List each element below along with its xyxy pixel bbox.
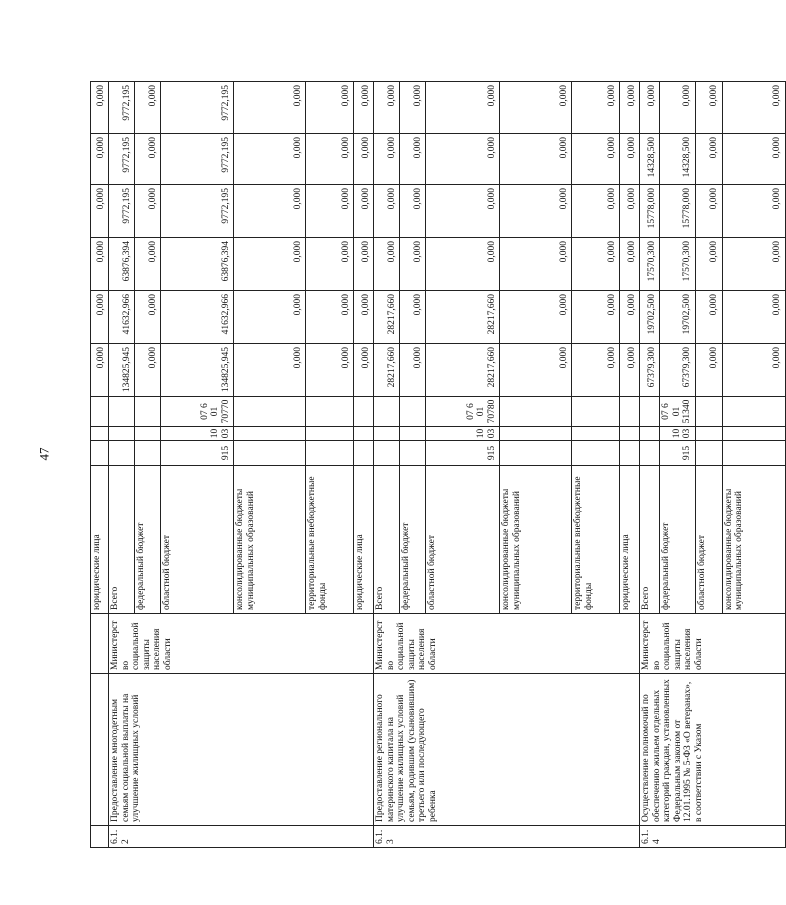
value-cell: 0,000 <box>640 82 660 134</box>
value-cell: 0,000 <box>500 238 572 291</box>
cell-empty <box>91 441 109 466</box>
value-cell: 0,000 <box>306 82 354 134</box>
source-label: консолидированные бюджеты муниципальных образований <box>722 466 785 614</box>
value-cell: 0,000 <box>722 185 785 238</box>
value-cell: 0,000 <box>695 344 722 397</box>
grbs-code: 915 <box>426 441 500 466</box>
value-cell: 0,000 <box>374 134 400 185</box>
cell-empty <box>620 427 640 441</box>
value-cell: 0,000 <box>695 185 722 238</box>
table-row <box>109 82 135 848</box>
cell-empty <box>91 614 109 674</box>
cell-empty <box>91 826 109 848</box>
source-label: федеральный бюджет <box>660 466 696 614</box>
value-cell: 19702,500 <box>660 291 696 344</box>
value-cell: 0,000 <box>306 291 354 344</box>
source-label: областной бюджет <box>695 466 722 614</box>
value-cell: 0,000 <box>722 82 785 134</box>
value-cell: 0,000 <box>234 134 306 185</box>
value-cell: 0,000 <box>91 344 109 397</box>
source-label: юридические лица <box>91 466 109 614</box>
cell-empty <box>640 397 660 427</box>
source-label: федеральный бюджет <box>400 466 426 614</box>
cell-empty <box>695 397 722 427</box>
csr-code: 07 6 01 70780 <box>426 397 500 427</box>
cell-empty <box>722 397 785 427</box>
source-label: консолидированные бюджеты муниципальных образований <box>234 466 306 614</box>
cell-empty <box>135 397 161 427</box>
cell-empty <box>500 427 572 441</box>
value-cell: 0,000 <box>234 82 306 134</box>
cell-empty <box>640 427 660 441</box>
value-cell: 0,000 <box>620 238 640 291</box>
cell-empty <box>400 427 426 441</box>
value-cell: 0,000 <box>500 344 572 397</box>
cell-empty <box>354 427 374 441</box>
value-cell: 9772,195 <box>109 82 135 134</box>
value-cell: 0,000 <box>91 291 109 344</box>
value-cell: 0,000 <box>135 82 161 134</box>
value-cell: 0,000 <box>400 134 426 185</box>
value-cell: 0,000 <box>234 185 306 238</box>
source-label: юридические лица <box>354 466 374 614</box>
value-cell: 0,000 <box>426 185 500 238</box>
cell-empty <box>109 441 135 466</box>
grbs-code: 915 <box>660 441 696 466</box>
source-label: территориальные внебюджетные фонды <box>572 466 620 614</box>
value-cell: 63876,394 <box>109 238 135 291</box>
source-label: юридические лица <box>620 466 640 614</box>
value-cell: 67379,300 <box>660 344 696 397</box>
cell-empty <box>572 441 620 466</box>
cell-empty <box>374 397 400 427</box>
cell-empty <box>374 441 400 466</box>
value-cell: 0,000 <box>374 185 400 238</box>
value-cell: 0,000 <box>234 344 306 397</box>
value-cell: 28217,660 <box>426 291 500 344</box>
value-cell: 0,000 <box>400 344 426 397</box>
value-cell: 0,000 <box>354 344 374 397</box>
value-cell: 0,000 <box>135 344 161 397</box>
value-cell: 41632,966 <box>109 291 135 344</box>
value-cell: 0,000 <box>500 185 572 238</box>
table-row <box>640 82 660 848</box>
cell-empty <box>500 441 572 466</box>
cell-empty <box>695 441 722 466</box>
value-cell: 19702,500 <box>640 291 660 344</box>
item-executor: Министерство социальной защиты населения области <box>640 614 786 674</box>
cell-empty <box>500 397 572 427</box>
value-cell: 9772,195 <box>161 185 234 238</box>
value-cell: 0,000 <box>135 185 161 238</box>
source-label: Всего <box>640 466 660 614</box>
value-cell: 28217,660 <box>426 344 500 397</box>
value-cell: 0,000 <box>306 238 354 291</box>
cell-empty <box>91 674 109 826</box>
value-cell: 0,000 <box>135 291 161 344</box>
budget-table <box>90 81 786 848</box>
value-cell: 0,000 <box>572 134 620 185</box>
value-cell: 0,000 <box>620 134 640 185</box>
cell-empty <box>354 397 374 427</box>
value-cell: 0,000 <box>722 291 785 344</box>
value-cell: 0,000 <box>91 238 109 291</box>
cell-empty <box>572 427 620 441</box>
value-cell: 0,000 <box>135 238 161 291</box>
cell-empty <box>620 397 640 427</box>
value-cell: 0,000 <box>426 134 500 185</box>
cell-empty <box>354 441 374 466</box>
cell-empty <box>620 441 640 466</box>
value-cell: 0,000 <box>572 344 620 397</box>
item-executor: Министерство социальной защиты населения области <box>109 614 374 674</box>
value-cell: 15778,000 <box>640 185 660 238</box>
value-cell: 0,000 <box>572 82 620 134</box>
value-cell: 67379,300 <box>640 344 660 397</box>
value-cell: 0,000 <box>722 344 785 397</box>
source-label: областной бюджет <box>426 466 500 614</box>
value-cell: 0,000 <box>354 291 374 344</box>
value-cell: 0,000 <box>660 82 696 134</box>
value-cell: 0,000 <box>306 185 354 238</box>
value-cell: 9772,195 <box>109 185 135 238</box>
value-cell: 0,000 <box>722 134 785 185</box>
value-cell: 28217,660 <box>374 344 400 397</box>
cell-empty <box>234 397 306 427</box>
source-label: Всего <box>374 466 400 614</box>
value-cell: 0,000 <box>400 82 426 134</box>
value-cell: 14328,500 <box>660 134 696 185</box>
source-label: областной бюджет <box>161 466 234 614</box>
cell-empty <box>234 441 306 466</box>
value-cell: 28217,660 <box>374 291 400 344</box>
value-cell: 0,000 <box>354 185 374 238</box>
value-cell: 17570,300 <box>660 238 696 291</box>
page-number: 47 <box>36 447 52 461</box>
source-label: территориальные внебюджетные фонды <box>306 466 354 614</box>
value-cell: 0,000 <box>620 185 640 238</box>
value-cell: 0,000 <box>354 238 374 291</box>
value-cell: 0,000 <box>426 82 500 134</box>
value-cell: 0,000 <box>695 238 722 291</box>
value-cell: 0,000 <box>695 291 722 344</box>
value-cell: 9772,195 <box>161 82 234 134</box>
cell-empty <box>640 441 660 466</box>
item-name: Предоставление многодетным семьям социальной выплаты на улучшение жилищных условий <box>109 674 374 826</box>
cell-empty <box>306 441 354 466</box>
item-number: 6.1.3 <box>374 826 640 848</box>
cell-empty <box>400 397 426 427</box>
value-cell: 134825,945 <box>109 344 135 397</box>
value-cell: 0,000 <box>695 134 722 185</box>
cell-empty <box>91 427 109 441</box>
value-cell: 0,000 <box>620 344 640 397</box>
value-cell: 0,000 <box>500 134 572 185</box>
value-cell: 63876,394 <box>161 238 234 291</box>
value-cell: 41632,966 <box>161 291 234 344</box>
rz-code: 10 03 <box>161 427 234 441</box>
value-cell: 0,000 <box>426 238 500 291</box>
table-row <box>374 82 400 848</box>
cell-empty <box>722 427 785 441</box>
value-cell: 0,000 <box>620 291 640 344</box>
value-cell: 0,000 <box>400 238 426 291</box>
source-label: Всего <box>109 466 135 614</box>
value-cell: 0,000 <box>500 82 572 134</box>
source-label: федеральный бюджет <box>135 466 161 614</box>
cell-empty <box>109 427 135 441</box>
csr-code: 07 6 01 70770 <box>161 397 234 427</box>
value-cell: 0,000 <box>354 134 374 185</box>
cell-empty <box>306 397 354 427</box>
value-cell: 15778,000 <box>660 185 696 238</box>
cell-empty <box>135 441 161 466</box>
item-name: Предоставление регионального материнского капитала на улучшение жилищных условий семьям, родившим (усыновившим) третьего или последующего ребенка <box>374 674 640 826</box>
grbs-code: 915 <box>161 441 234 466</box>
cell-empty <box>135 427 161 441</box>
value-cell: 0,000 <box>722 238 785 291</box>
value-cell: 0,000 <box>400 291 426 344</box>
value-cell: 14328,500 <box>640 134 660 185</box>
value-cell: 0,000 <box>695 82 722 134</box>
value-cell: 0,000 <box>572 185 620 238</box>
value-cell: 0,000 <box>306 134 354 185</box>
rotated-table-container <box>90 82 782 848</box>
cell-empty <box>306 427 354 441</box>
source-label: консолидированные бюджеты муниципальных образований <box>500 466 572 614</box>
value-cell: 9772,195 <box>161 134 234 185</box>
value-cell: 0,000 <box>91 82 109 134</box>
table-row <box>91 82 109 848</box>
value-cell: 0,000 <box>234 291 306 344</box>
cell-empty <box>91 397 109 427</box>
value-cell: 0,000 <box>374 82 400 134</box>
cell-empty <box>400 441 426 466</box>
cell-empty <box>695 427 722 441</box>
value-cell: 0,000 <box>234 238 306 291</box>
item-number: 6.1.4 <box>640 826 786 848</box>
value-cell: 0,000 <box>91 185 109 238</box>
value-cell: 17570,300 <box>640 238 660 291</box>
cell-empty <box>374 427 400 441</box>
cell-empty <box>572 397 620 427</box>
cell-empty <box>722 441 785 466</box>
item-name: Осуществление полномочий по обеспечению жильем отдельных категорий граждан, установленных Федеральным законом от 12.01.1995 № 5-ФЗ «О ветеранах», в соответствии с Указом <box>640 674 786 826</box>
value-cell: 0,000 <box>135 134 161 185</box>
value-cell: 0,000 <box>500 291 572 344</box>
csr-code: 07 6 01 51340 <box>660 397 696 427</box>
value-cell: 0,000 <box>572 291 620 344</box>
item-executor: Министерство социальной защиты населения области <box>374 614 640 674</box>
value-cell: 0,000 <box>354 82 374 134</box>
item-number: 6.1.2 <box>109 826 374 848</box>
value-cell: 0,000 <box>91 134 109 185</box>
value-cell: 0,000 <box>400 185 426 238</box>
value-cell: 9772,195 <box>109 134 135 185</box>
value-cell: 134825,945 <box>161 344 234 397</box>
rz-code: 10 03 <box>660 427 696 441</box>
rz-code: 10 03 <box>426 427 500 441</box>
value-cell: 0,000 <box>374 238 400 291</box>
value-cell: 0,000 <box>572 238 620 291</box>
value-cell: 0,000 <box>306 344 354 397</box>
cell-empty <box>109 397 135 427</box>
cell-empty <box>234 427 306 441</box>
value-cell: 0,000 <box>620 82 640 134</box>
